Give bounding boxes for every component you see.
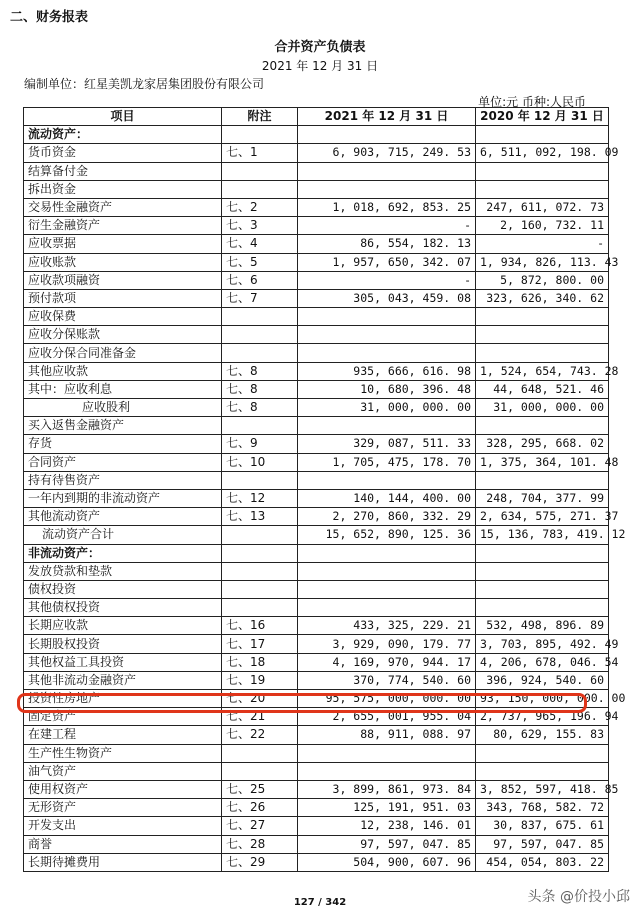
row-item-label: 拆出资金 <box>24 180 222 198</box>
row-value-2021: 140, 144, 400. 00 <box>298 489 476 507</box>
row-value-2021: 31, 000, 000. 00 <box>298 399 476 417</box>
table-row <box>24 835 609 853</box>
row-value-2020: 1, 934, 826, 113. 43 <box>476 253 609 271</box>
row-value-2020 <box>476 562 609 580</box>
row-note <box>222 580 298 598</box>
row-note <box>222 344 298 362</box>
table-row <box>24 235 609 253</box>
table-row <box>24 180 609 198</box>
row-item-label: 结算备付金 <box>24 162 222 180</box>
row-value-2021 <box>298 180 476 198</box>
table-row <box>24 162 609 180</box>
row-value-2020 <box>476 599 609 617</box>
header-2021: 2021 年 12 月 31 日 <box>298 108 476 126</box>
row-value-2021 <box>298 471 476 489</box>
row-value-2020: - <box>476 235 609 253</box>
row-value-2020: 97, 597, 047. 85 <box>476 835 609 853</box>
row-item-label: 油气资产 <box>24 762 222 780</box>
table-row <box>24 399 609 417</box>
row-note: 七、4 <box>222 235 298 253</box>
row-value-2021: 1, 018, 692, 853. 25 <box>298 198 476 216</box>
row-value-2020: 2, 737, 965, 196. 94 <box>476 708 609 726</box>
table-row <box>24 653 609 671</box>
row-value-2020: 44, 648, 521. 46 <box>476 380 609 398</box>
row-note: 七、8 <box>222 399 298 417</box>
header-note: 附注 <box>222 108 298 126</box>
row-note: 七、26 <box>222 799 298 817</box>
table-row <box>24 198 609 216</box>
row-value-2020 <box>476 580 609 598</box>
row-value-2021: 97, 597, 047. 85 <box>298 835 476 853</box>
row-note: 七、16 <box>222 617 298 635</box>
row-value-2020 <box>476 326 609 344</box>
row-item-label: 其他债权投资 <box>24 599 222 617</box>
row-item-label: 预付款项 <box>24 289 222 307</box>
row-value-2021: 1, 705, 475, 178. 70 <box>298 453 476 471</box>
table-row <box>24 580 609 598</box>
row-value-2020 <box>476 762 609 780</box>
row-item-label: 使用权资产 <box>24 780 222 798</box>
row-value-2020: 247, 611, 072. 73 <box>476 198 609 216</box>
row-value-2021 <box>298 762 476 780</box>
row-value-2020: 323, 626, 340. 62 <box>476 289 609 307</box>
row-note <box>222 126 298 144</box>
row-value-2020: 2, 160, 732. 11 <box>476 217 609 235</box>
row-note: 七、3 <box>222 217 298 235</box>
row-note <box>222 162 298 180</box>
row-note: 七、19 <box>222 671 298 689</box>
section-title: 二、财务报表 <box>10 10 89 25</box>
row-value-2020 <box>476 544 609 562</box>
row-item-label: 应收分保合同准备金 <box>24 344 222 362</box>
row-value-2020 <box>476 308 609 326</box>
row-value-2021: 10, 680, 396. 48 <box>298 380 476 398</box>
row-item-label: 应收款项融资 <box>24 271 222 289</box>
row-item-label: 应收股利 <box>24 399 222 417</box>
row-value-2021: 3, 929, 090, 179. 77 <box>298 635 476 653</box>
table-row <box>24 617 609 635</box>
row-item-label: 投资性房地产 <box>24 690 222 708</box>
row-value-2020 <box>476 744 609 762</box>
row-value-2020: 3, 703, 895, 492. 49 <box>476 635 609 653</box>
table-row <box>24 853 609 871</box>
row-value-2021: - <box>298 271 476 289</box>
table-row <box>24 144 609 162</box>
row-value-2021: 3, 899, 861, 973. 84 <box>298 780 476 798</box>
row-value-2020: 5, 872, 800. 00 <box>476 271 609 289</box>
row-item-label: 应收分保账款 <box>24 326 222 344</box>
row-item-label: 其他流动资产 <box>24 508 222 526</box>
table-row <box>24 508 609 526</box>
row-item-label: 商誉 <box>24 835 222 853</box>
table-row <box>24 780 609 798</box>
row-item-label: 其他权益工具投资 <box>24 653 222 671</box>
table-row <box>24 253 609 271</box>
row-item-label: 流动资产合计 <box>24 526 222 544</box>
row-item-label: 长期待摊费用 <box>24 853 222 871</box>
balance-sheet-table <box>23 107 626 872</box>
row-item-label: 交易性金融资产 <box>24 198 222 216</box>
row-note: 七、2 <box>222 198 298 216</box>
row-value-2021 <box>298 308 476 326</box>
row-note <box>222 544 298 562</box>
row-value-2020: 328, 295, 668. 02 <box>476 435 609 453</box>
row-note: 七、25 <box>222 780 298 798</box>
row-value-2021 <box>298 544 476 562</box>
row-value-2020 <box>476 417 609 435</box>
table-row <box>24 453 609 471</box>
row-value-2020: 15, 136, 783, 419. 12 <box>476 526 609 544</box>
row-value-2021 <box>298 744 476 762</box>
row-note <box>222 180 298 198</box>
table-row <box>24 671 609 689</box>
row-value-2021: 504, 900, 607. 96 <box>298 853 476 871</box>
row-value-2020: 1, 524, 654, 743. 28 <box>476 362 609 380</box>
row-note: 七、10 <box>222 453 298 471</box>
row-item-label: 发放贷款和垫款 <box>24 562 222 580</box>
header-2020: 2020 年 12 月 31 日 <box>476 108 609 126</box>
row-note <box>222 308 298 326</box>
table-row <box>24 544 609 562</box>
row-note: 七、29 <box>222 853 298 871</box>
row-item-label: 非流动资产： <box>24 544 222 562</box>
table-row <box>24 289 609 307</box>
row-value-2021: - <box>298 217 476 235</box>
table-row <box>24 326 609 344</box>
row-value-2021 <box>298 162 476 180</box>
row-value-2020: 532, 498, 896. 89 <box>476 617 609 635</box>
table-body <box>24 126 626 872</box>
table-row <box>24 489 609 507</box>
table-row <box>24 762 609 780</box>
row-note: 七、9 <box>222 435 298 453</box>
table-row <box>24 726 609 744</box>
row-value-2021: 125, 191, 951. 03 <box>298 799 476 817</box>
row-value-2021: 4, 169, 970, 944. 17 <box>298 653 476 671</box>
row-value-2021: 86, 554, 182. 13 <box>298 235 476 253</box>
row-value-2021: 329, 087, 511. 33 <box>298 435 476 453</box>
table-row <box>24 362 609 380</box>
row-note: 七、17 <box>222 635 298 653</box>
table-row <box>24 744 609 762</box>
table-row <box>24 344 609 362</box>
statement-title: 合并资产负债表 <box>274 40 366 55</box>
row-value-2020: 343, 768, 582. 72 <box>476 799 609 817</box>
row-value-2021: 15, 652, 890, 125. 36 <box>298 526 476 544</box>
row-value-2020: 1, 375, 364, 101. 48 <box>476 453 609 471</box>
row-item-label: 长期股权投资 <box>24 635 222 653</box>
row-value-2020 <box>476 471 609 489</box>
row-item-label: 开发支出 <box>24 817 222 835</box>
row-note: 七、8 <box>222 362 298 380</box>
row-value-2021: 433, 325, 229. 21 <box>298 617 476 635</box>
row-item-label: 债权投资 <box>24 580 222 598</box>
table-row <box>24 308 609 326</box>
row-item-label: 应收保费 <box>24 308 222 326</box>
row-value-2020: 2, 634, 575, 271. 37 <box>476 508 609 526</box>
table-row <box>24 526 609 544</box>
row-value-2021: 12, 238, 146. 01 <box>298 817 476 835</box>
row-item-label: 生产性生物资产 <box>24 744 222 762</box>
highlight-box <box>17 693 587 713</box>
row-value-2020: 31, 000, 000. 00 <box>476 399 609 417</box>
row-value-2021: 1, 957, 650, 342. 07 <box>298 253 476 271</box>
row-value-2020: 3, 852, 597, 418. 85 <box>476 780 609 798</box>
row-note: 七、22 <box>222 726 298 744</box>
row-value-2021 <box>298 562 476 580</box>
table-row <box>24 271 609 289</box>
row-value-2020: 80, 629, 155. 83 <box>476 726 609 744</box>
row-note: 七、8 <box>222 380 298 398</box>
row-value-2021 <box>298 417 476 435</box>
table-row <box>24 217 609 235</box>
row-note: 七、18 <box>222 653 298 671</box>
page-number: 127 / 342 <box>293 897 347 908</box>
row-note: 七、20 <box>222 690 298 708</box>
row-value-2021 <box>298 126 476 144</box>
row-note <box>222 599 298 617</box>
row-value-2020: 454, 054, 803. 22 <box>476 853 609 871</box>
row-note <box>222 562 298 580</box>
row-note <box>222 326 298 344</box>
row-item-label: 固定资产 <box>24 708 222 726</box>
table-row <box>24 817 609 835</box>
row-value-2021: 2, 655, 001, 955. 04 <box>298 708 476 726</box>
table-header-row <box>24 108 609 126</box>
row-item-label: 长期应收款 <box>24 617 222 635</box>
row-note <box>222 471 298 489</box>
row-value-2020 <box>476 126 609 144</box>
row-value-2021: 95, 575, 000, 000. 00 <box>298 690 476 708</box>
table-row <box>24 635 609 653</box>
row-note <box>222 526 298 544</box>
row-value-2021 <box>298 580 476 598</box>
statement-date: 2021 年 12 月 31 日 <box>261 59 379 73</box>
row-note: 七、1 <box>222 144 298 162</box>
row-value-2021 <box>298 599 476 617</box>
row-value-2021: 935, 666, 616. 98 <box>298 362 476 380</box>
row-value-2021 <box>298 326 476 344</box>
row-note <box>222 762 298 780</box>
row-value-2021: 88, 911, 088. 97 <box>298 726 476 744</box>
table-row <box>24 562 609 580</box>
table-row <box>24 599 609 617</box>
row-item-label: 合同资产 <box>24 453 222 471</box>
reporting-entity: 编制单位：红星美凯龙家居集团股份有限公司 <box>24 77 265 91</box>
row-item-label: 应收账款 <box>24 253 222 271</box>
row-note: 七、13 <box>222 508 298 526</box>
row-note: 七、7 <box>222 289 298 307</box>
row-value-2020 <box>476 162 609 180</box>
row-value-2021: 305, 043, 459. 08 <box>298 289 476 307</box>
table-row <box>24 471 609 489</box>
row-value-2020: 248, 704, 377. 99 <box>476 489 609 507</box>
table-row <box>24 799 609 817</box>
row-item-label: 无形资产 <box>24 799 222 817</box>
row-value-2020: 4, 206, 678, 046. 54 <box>476 653 609 671</box>
row-note <box>222 417 298 435</box>
row-note: 七、28 <box>222 835 298 853</box>
row-item-label: 衍生金融资产 <box>24 217 222 235</box>
row-item-label: 流动资产： <box>24 126 222 144</box>
row-note: 七、27 <box>222 817 298 835</box>
row-item-label: 其中：应收利息 <box>24 380 222 398</box>
table-row <box>24 435 609 453</box>
row-item-label: 存货 <box>24 435 222 453</box>
row-note: 七、21 <box>222 708 298 726</box>
row-note <box>222 744 298 762</box>
row-item-label: 应收票据 <box>24 235 222 253</box>
row-item-label: 在建工程 <box>24 726 222 744</box>
row-value-2021: 2, 270, 860, 332. 29 <box>298 508 476 526</box>
row-item-label: 持有待售资产 <box>24 471 222 489</box>
row-item-label: 其他应收款 <box>24 362 222 380</box>
row-item-label: 货币资金 <box>24 144 222 162</box>
row-item-label: 其他非流动金融资产 <box>24 671 222 689</box>
row-item-label: 买入返售金融资产 <box>24 417 222 435</box>
row-value-2020: 93, 150, 000, 000. 00 <box>476 690 609 708</box>
unit-currency: 单位:元 币种:人民币 <box>478 95 586 109</box>
row-note: 七、6 <box>222 271 298 289</box>
row-value-2020 <box>476 344 609 362</box>
row-value-2020: 30, 837, 675. 61 <box>476 817 609 835</box>
watermark: 头条 @价投小邱 <box>527 889 630 905</box>
header-item: 项目 <box>24 108 222 126</box>
row-value-2020 <box>476 180 609 198</box>
table-row <box>24 417 609 435</box>
row-note: 七、5 <box>222 253 298 271</box>
row-note: 七、12 <box>222 489 298 507</box>
row-value-2020: 6, 511, 092, 198. 09 <box>476 144 609 162</box>
table-row <box>24 380 609 398</box>
row-value-2021: 370, 774, 540. 60 <box>298 671 476 689</box>
table-row <box>24 126 609 144</box>
row-value-2020: 396, 924, 540. 60 <box>476 671 609 689</box>
row-value-2021 <box>298 344 476 362</box>
row-item-label: 一年内到期的非流动资产 <box>24 489 222 507</box>
row-value-2021: 6, 903, 715, 249. 53 <box>298 144 476 162</box>
